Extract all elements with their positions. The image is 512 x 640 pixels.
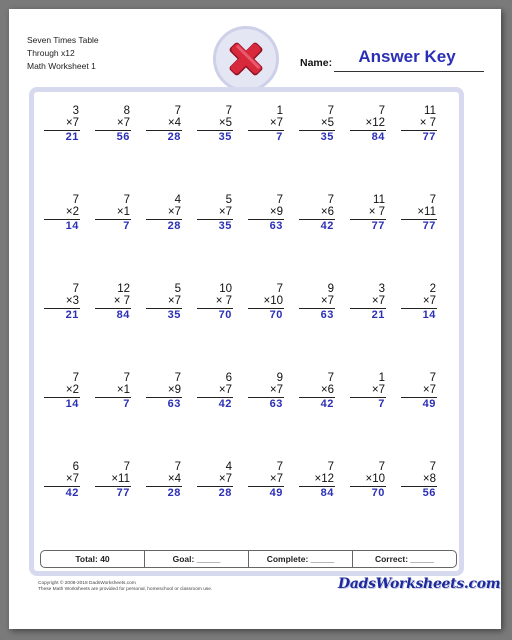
multiplier: ×10	[263, 295, 283, 307]
goal-cell: Goal: _____	[145, 551, 249, 567]
multiplication-problem	[93, 461, 144, 550]
multiplier: ×7	[116, 117, 130, 129]
multiplier: ×11	[111, 473, 130, 485]
answer: 77	[422, 220, 436, 232]
answer: 7	[123, 220, 130, 232]
multiplier: ×5	[218, 117, 232, 129]
multiplicand: 7	[174, 372, 181, 384]
multiplicand: 7	[123, 461, 130, 473]
answer: 35	[218, 131, 232, 143]
multiplier: ×7	[65, 117, 79, 129]
score-bar	[40, 550, 457, 568]
multiplication-problem	[42, 283, 93, 372]
multiplier: ×4	[167, 117, 181, 129]
multiplicand: 6	[225, 372, 232, 384]
multiplication-problem	[42, 194, 93, 283]
multiplicand: 3	[378, 283, 385, 295]
multiplier: ×7	[218, 206, 232, 218]
answer: 63	[269, 398, 283, 410]
copyright-line-1: Copyright © 2008-2018 DadsWorksheets.com	[38, 581, 136, 586]
problem-row	[42, 194, 450, 283]
multiplicand: 7	[378, 105, 385, 117]
title-line-3: Math Worksheet 1	[27, 61, 96, 71]
multiplicand: 5	[174, 283, 181, 295]
multiplication-problem	[144, 461, 195, 550]
multiplier: ×7	[371, 384, 385, 396]
name-line	[334, 71, 484, 72]
multiplier: ×7	[320, 295, 334, 307]
multiplication-problem	[144, 372, 195, 461]
answer: 7	[276, 131, 283, 143]
multiplication-problem	[297, 194, 348, 283]
answer: 21	[371, 309, 385, 321]
answer: 84	[116, 309, 130, 321]
multiplicand: 4	[225, 461, 232, 473]
multiplicand: 7	[327, 461, 334, 473]
multiplier: ×2	[65, 384, 79, 396]
multiplication-problem	[144, 283, 195, 372]
multiplication-problem	[399, 194, 450, 283]
multiplication-problem	[399, 283, 450, 372]
answer: 63	[167, 398, 181, 410]
answer: 84	[320, 487, 334, 499]
answer: 42	[65, 487, 79, 499]
multiplier: ×6	[320, 384, 334, 396]
multiplication-problem	[93, 372, 144, 461]
multiplicand: 7	[123, 194, 130, 206]
answer: 77	[116, 487, 130, 499]
multiplication-problem	[399, 372, 450, 461]
brand-logo: DadsWorksheets.com	[338, 576, 501, 592]
multiplier: ×7	[371, 295, 385, 307]
multiplicand: 4	[174, 194, 181, 206]
answer: 77	[371, 220, 385, 232]
problem-row	[42, 372, 450, 461]
multiplication-problem	[246, 194, 297, 283]
answer: 84	[371, 131, 385, 143]
answer: 28	[167, 487, 181, 499]
multiplicand: 7	[327, 194, 334, 206]
answer: 21	[65, 309, 79, 321]
correct-cell: Correct: _____	[374, 554, 435, 564]
multiplicand: 7	[72, 194, 79, 206]
multiplication-problem	[348, 105, 399, 194]
multiplier: ×7	[422, 295, 436, 307]
title-line-2: Through x12	[27, 48, 75, 58]
multiplication-problem	[246, 461, 297, 550]
copyright-notice	[38, 581, 212, 593]
multiplicand: 7	[429, 194, 436, 206]
answer: 7	[378, 398, 385, 410]
multiplication-problem	[195, 372, 246, 461]
multiplication-problem	[42, 372, 93, 461]
multiplication-problem	[195, 283, 246, 372]
answer: 77	[422, 131, 436, 143]
answer: 56	[116, 131, 130, 143]
multiplier: ×9	[269, 206, 283, 218]
answer: 28	[167, 131, 181, 143]
answer-key-text: Answer Key	[358, 47, 456, 66]
multiplication-problem	[297, 372, 348, 461]
multiplicand: 7	[72, 372, 79, 384]
multiplier: ×7	[218, 473, 232, 485]
multiplier: ×7	[269, 473, 283, 485]
multiplier: ×7	[218, 384, 232, 396]
multiplier: ×6	[320, 206, 334, 218]
red-x-icon	[225, 38, 267, 80]
answer: 7	[123, 398, 130, 410]
multiplicand: 7	[225, 105, 232, 117]
multiplication-problem	[297, 283, 348, 372]
multiplicand: 7	[378, 461, 385, 473]
multiplication-problem	[399, 461, 450, 550]
multiplication-problem	[348, 461, 399, 550]
multiplication-problem	[195, 194, 246, 283]
multiplication-problem	[195, 105, 246, 194]
multiplier: ×7	[422, 384, 436, 396]
multiplier: ×9	[167, 384, 181, 396]
multiplication-problem	[297, 461, 348, 550]
answer: 42	[218, 398, 232, 410]
problem-grid	[42, 105, 450, 550]
multiplicand: 5	[225, 194, 232, 206]
multiplier: ×10	[365, 473, 385, 485]
multiplication-problem	[348, 194, 399, 283]
answer-key-badge	[213, 26, 279, 92]
multiplication-problem	[42, 461, 93, 550]
total-cell: Total: 40	[41, 551, 145, 567]
worksheet-title-block	[27, 34, 99, 73]
multiplicand: 2	[429, 283, 436, 295]
answer: 70	[218, 309, 232, 321]
multiplier: ×7	[269, 117, 283, 129]
answer: 56	[422, 487, 436, 499]
multiplication-problem	[144, 194, 195, 283]
answer: 49	[422, 398, 436, 410]
multiplier: × 7	[368, 206, 385, 218]
answer: 70	[269, 309, 283, 321]
multiplication-problem	[42, 105, 93, 194]
multiplicand: 1	[276, 105, 283, 117]
multiplier: ×8	[422, 473, 436, 485]
multiplier: ×5	[320, 117, 334, 129]
title-line-1: Seven Times Table	[27, 35, 99, 45]
multiplier: ×1	[116, 206, 130, 218]
multiplicand: 7	[174, 461, 181, 473]
multiplication-problem	[297, 105, 348, 194]
answer: 21	[65, 131, 79, 143]
answer: 63	[320, 309, 334, 321]
answer: 14	[65, 398, 79, 410]
multiplicand: 7	[276, 194, 283, 206]
multiplicand: 7	[327, 105, 334, 117]
multiplicand: 6	[72, 461, 79, 473]
multiplicand: 1	[378, 372, 385, 384]
multiplier: ×4	[167, 473, 181, 485]
answer: 63	[269, 220, 283, 232]
problem-row	[42, 461, 450, 550]
multiplication-problem	[144, 105, 195, 194]
multiplier: ×7	[269, 384, 283, 396]
multiplication-problem	[348, 372, 399, 461]
answer: 35	[218, 220, 232, 232]
copyright-line-2: These Math Worksheets are provided for personal, homeschool or classroom use.	[38, 587, 213, 592]
multiplicand: 7	[327, 372, 334, 384]
multiplication-problem	[93, 105, 144, 194]
multiplier: ×12	[314, 473, 334, 485]
answer: 49	[269, 487, 283, 499]
multiplicand: 7	[174, 105, 181, 117]
multiplicand: 7	[72, 283, 79, 295]
multiplicand: 7	[429, 372, 436, 384]
answer: 42	[320, 220, 334, 232]
multiplicand: 7	[123, 372, 130, 384]
multiplicand: 8	[123, 105, 130, 117]
multiplier: ×7	[167, 295, 181, 307]
answer: 28	[167, 220, 181, 232]
multiplication-problem	[348, 283, 399, 372]
multiplier: × 7	[215, 295, 232, 307]
answer: 42	[320, 398, 334, 410]
multiplier: × 7	[113, 295, 130, 307]
answer: 35	[167, 309, 181, 321]
multiplicand: 9	[276, 372, 283, 384]
name-label: Name:	[300, 57, 333, 69]
problem-row	[42, 105, 450, 194]
multiplicand: 10	[219, 283, 232, 295]
multiplier: ×2	[65, 206, 79, 218]
multiplicand: 3	[72, 105, 79, 117]
multiplication-problem	[195, 461, 246, 550]
multiplication-problem	[246, 283, 297, 372]
multiplication-problem	[93, 194, 144, 283]
multiplicand: 11	[373, 194, 385, 206]
multiplier: × 7	[419, 117, 436, 129]
complete-cell: Complete: _____	[249, 551, 353, 567]
multiplicand: 7	[429, 461, 436, 473]
multiplication-problem	[246, 105, 297, 194]
multiplication-problem	[399, 105, 450, 194]
multiplier: ×3	[65, 295, 79, 307]
multiplicand: 7	[276, 283, 283, 295]
problem-row	[42, 283, 450, 372]
multiplicand: 12	[117, 283, 130, 295]
multiplication-problem	[246, 372, 297, 461]
multiplicand: 11	[424, 105, 436, 117]
multiplicand: 9	[327, 283, 334, 295]
multiplier: ×1	[116, 384, 130, 396]
multiplier: ×12	[365, 117, 385, 129]
multiplier: ×7	[65, 473, 79, 485]
multiplier: ×11	[417, 206, 436, 218]
answer: 35	[320, 131, 334, 143]
answer: 14	[65, 220, 79, 232]
answer: 70	[371, 487, 385, 499]
multiplier: ×7	[167, 206, 181, 218]
multiplication-problem	[93, 283, 144, 372]
multiplicand: 7	[276, 461, 283, 473]
answer: 14	[422, 309, 436, 321]
answer: 28	[218, 487, 232, 499]
